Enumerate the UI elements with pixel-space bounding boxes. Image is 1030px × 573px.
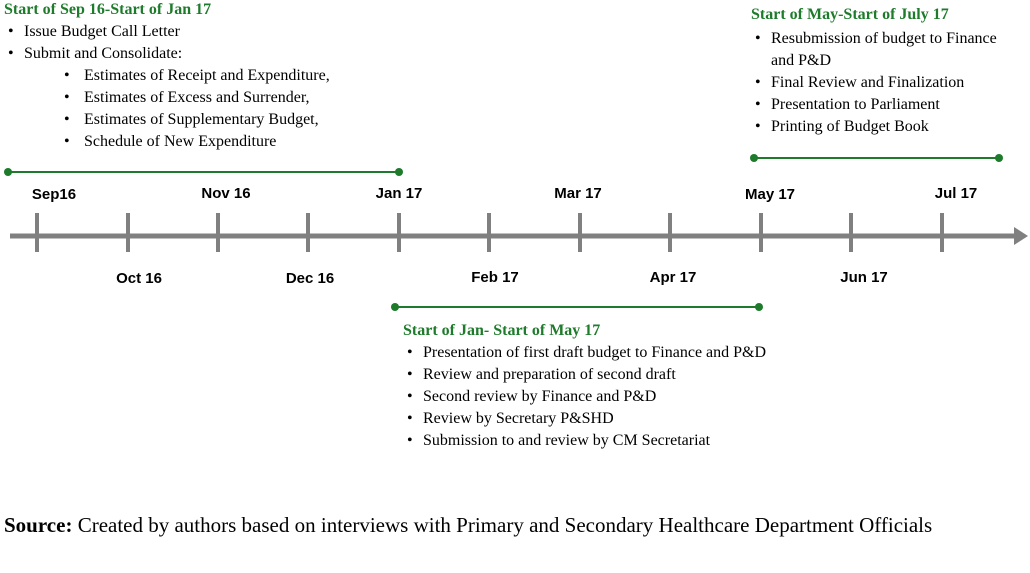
list-item: • Final Review and Finalization bbox=[751, 72, 1021, 94]
list-subitem: • Estimates of Receipt and Expenditure, bbox=[4, 65, 424, 87]
list-item: • Resubmission of budget to Finance and P&D bbox=[751, 28, 1021, 72]
list-item: • Submit and Consolidate: bbox=[4, 43, 424, 65]
phase-title: Start of Sep 16-Start of Jan 17 bbox=[4, 1, 212, 18]
list-item: • Review and preparation of second draft bbox=[403, 364, 773, 386]
timeline-axis bbox=[10, 227, 1028, 245]
timeline-ticks bbox=[37, 213, 942, 252]
list-subitem: • Schedule of New Expenditure bbox=[4, 131, 424, 153]
tick-label-feb17: Feb 17 bbox=[471, 269, 519, 286]
list-item: • Presentation of first draft budget to Finance and P&D bbox=[403, 342, 773, 364]
tick-label-sep16: Sep16 bbox=[31, 186, 77, 203]
tick-label-apr17: Apr 17 bbox=[649, 269, 697, 286]
arrow-head-icon bbox=[1014, 227, 1028, 245]
tick-label-oct16: Oct 16 bbox=[116, 270, 162, 287]
source-note bbox=[4, 510, 1014, 540]
phase-bracket-jan-may bbox=[391, 303, 763, 311]
tick-label-may17: May 17 bbox=[744, 186, 796, 203]
list-item: • Presentation to Parliament bbox=[751, 94, 1021, 116]
list-item: • Submission to and review by CM Secretariat bbox=[403, 430, 773, 452]
phase-title: Start of May-Start of July 17 bbox=[751, 6, 949, 23]
source-text: Created by authors based on interviews with Primary and Secondary Healthcare Department Officials bbox=[72, 513, 933, 537]
phase-title: Start of Jan- Start of May 17 bbox=[403, 322, 601, 339]
tick-label-jan17: Jan 17 bbox=[375, 185, 423, 202]
list-subitem: • Estimates of Supplementary Budget, bbox=[4, 109, 424, 131]
tick-label-mar17: Mar 17 bbox=[554, 185, 602, 202]
source-label: Source: bbox=[4, 513, 73, 537]
tick-label-dec16: Dec 16 bbox=[285, 270, 335, 287]
list-subitem: • Estimates of Excess and Surrender, bbox=[4, 87, 424, 109]
list-item: • Second review by Finance and P&D bbox=[403, 386, 773, 408]
tick-label-jul17: Jul 17 bbox=[934, 185, 978, 202]
list-item: • Issue Budget Call Letter bbox=[4, 21, 424, 43]
list-item: • Printing of Budget Book bbox=[751, 116, 1021, 138]
list-item: • Review by Secretary P&SHD bbox=[403, 408, 773, 430]
phase-bracket-may-jul bbox=[750, 154, 1003, 162]
tick-label-nov16: Nov 16 bbox=[201, 185, 251, 202]
tick-label-jun17: Jun 17 bbox=[840, 269, 888, 286]
phase-bracket-sep-jan bbox=[4, 168, 403, 176]
